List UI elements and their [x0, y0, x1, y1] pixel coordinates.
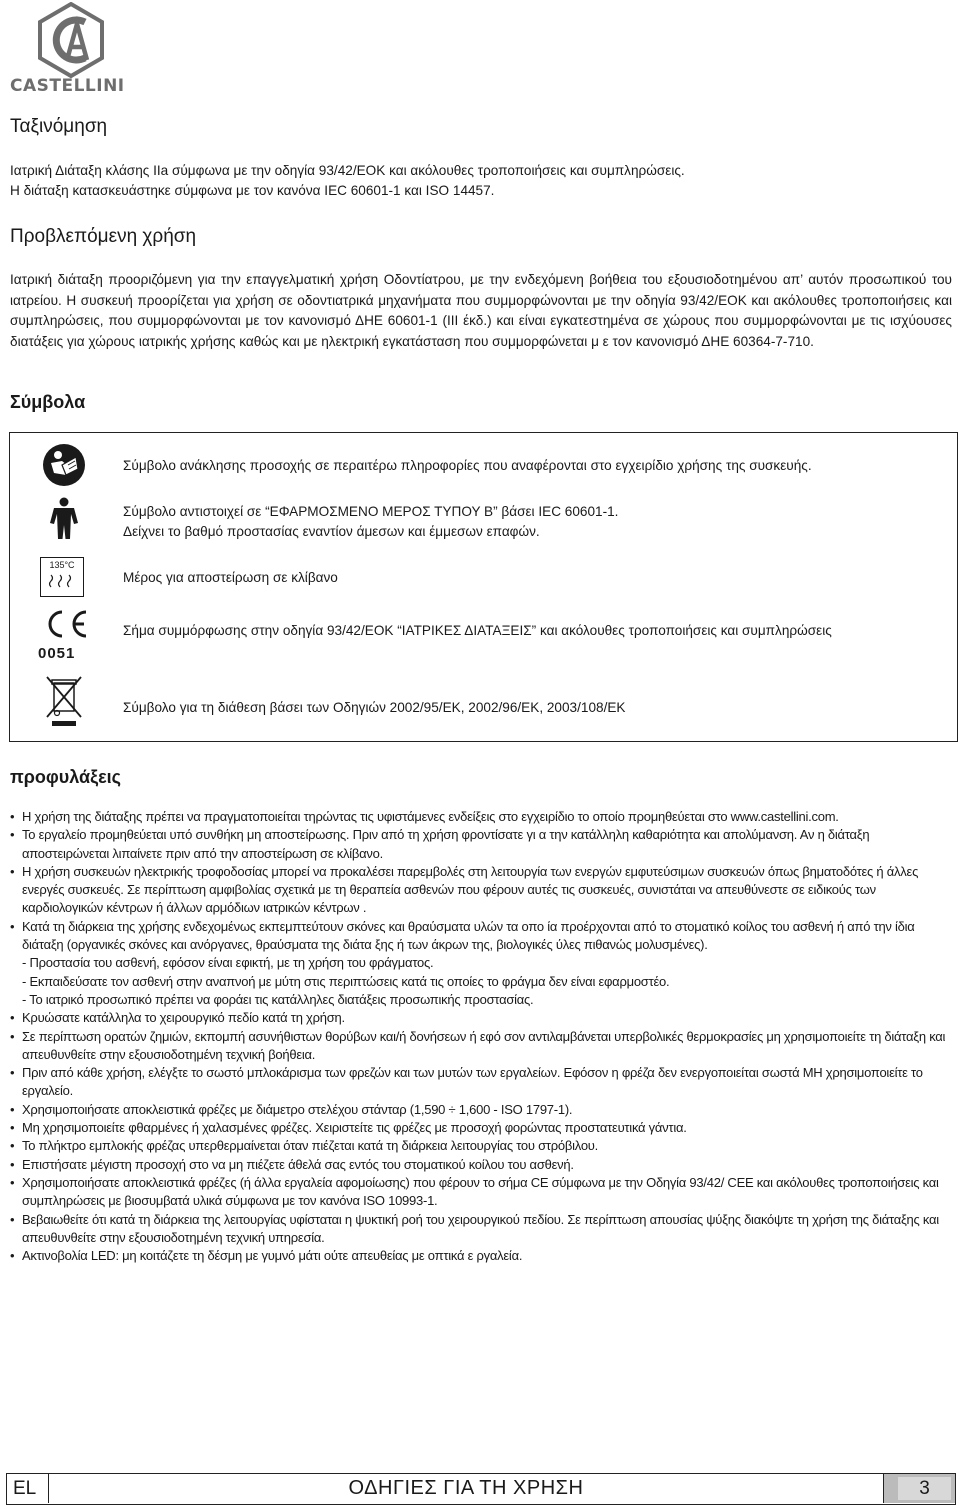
weee-bin-icon — [44, 675, 84, 727]
precautions-list — [10, 808, 958, 1265]
symbol-description: Σύμβολο αντιστοιχεί σε “ΕΦΑΡΜΟΣΜΕΝΟ ΜΕΡΟΣ ΤΥΠΟΥ B” βάσει IEC 60601-1. — [123, 504, 619, 519]
list-item: • Βεβαιωθείτε ότι κατά τη διάρκεια της λειτουργίας υφίσταται η ψυκτική ροή του χειρουργικού πεδίου. Σε περίπτωση απουσίας ψύξης διακόψτε τη χρήση της διάταξης και απευθυνθείτε στην εξουσιοδοτημένη τεχνική υπηρεσία. — [10, 1211, 958, 1248]
intended-use-text: Ιατρική διάταξη προοριζόμενη για την επαγγελματική χρήση Οδοντίατρου, με την ενδεχόμενη βοήθεια του εξουσιοδοτημένου απ’ αυτόν προσωπικού του ιατρείου. Η συσκευή προορίζεται για χρήση σε οδοντιατρικά μηχανήματα που συμμορφώνονται με την οδηγία 93/42/ΕΟΚ και ακόλουθες τροποποιήσεις και συμπληρώσεις, που συμμορφώνονται με τον κανονισμό ΔΗΕ 60601-1 (III έκδ.) και είναι εγκατεστημένα σε χώρους που συμμορφώνονται με τις ισχύουσες διατάξεις για χώρους ιατρικής χρήσης καθώς και με ηλεκτρική εγκατάσταση που συμμορφώνεται μ ε τον κανονισμό ΔΗΕ 60364-7-710. — [10, 272, 952, 349]
symbol-description: Σήμα συμμόρφωσης στην οδηγία 93/42/ΕΟΚ “ΙΑΤΡΙΚΕΣ ΔΙΑΤΑΞΕΙΣ” και ακόλουθες τροποποιήσεις και συμπληρώσεις — [123, 623, 832, 638]
list-item: • Το πλήκτρο εμπλοκής φρέζας υπερθερμαίνεται όταν πιέζεται κατά τη διάρκεια λειτουργίας του στρόβιλου. — [10, 1137, 958, 1155]
list-item: • Πριν από κάθε χρήση, ελέγξτε το σωστό μπλοκάρισμα των φρεζών και των μυτών των εργαλείων. Εφόσον η φρέζα δεν ενεργοποιείται σωστά ΜΗ χρησιμοποιείτε το εργαλείο. — [10, 1064, 958, 1101]
precautions-heading: προφυλάξεις — [10, 767, 122, 787]
symbol-description: Σύμβολο για τη διάθεση βάσει των Οδηγιών 2002/95/ΕΚ, 2002/96/ΕΚ, 2003/108/ΕΚ — [123, 700, 626, 715]
classification-line-1: Ιατρική Διάταξη κλάσης IIa σύμφωνα με την οδηγία 93/42/ΕΟΚ και ακόλουθες τροποποιήσεις και συμπληρώσεις. — [10, 163, 685, 178]
list-item: • Ακτινοβολία LED: μη κοιτάζετε τη δέσμη με γυμνό μάτι ούτε απευθείας με οπτικά ε ργαλεία. — [10, 1247, 958, 1265]
intended-use-heading: Προβλεπόμενη χρήση — [10, 226, 197, 247]
list-item: • Σε περίπτωση ορατών ζημιών, εκπομπή ασυνήθιστων θορύβων και/ή δονήσεων ή εφό σον αντιλαμβάνεται υπερβολικές θερμοκρασίες μη χρησιμοποιείτε τη διάταξη και απευθυνθείτε στην εξουσιοδοτημένη τεχνική βοήθεια. — [10, 1028, 958, 1065]
list-item: • Κατά τη διάρκεια της χρήσης ενδεχομένως εκπεμπτεύτουν σκόνες και θραύσματα υλών τα οπο ία προέρχονται από το στοματικό κοίλος του ασθενή ή από την ίδια διάταξη (οργανικές σκόνες και ανόργανες, θραύσματα της διάτα ξης ή των άκρων της, βιολογικές ύλες πιθανώς μολυσμένες). - Προστασία του ασθενή, εφόσον είναι εφικτή, με τη χρήση του φράγματος. - Εκπαιδεύσατε τον ασθενή στην αναπνοή με μύτη στις περιπτώσεις κατά τις οποίες το φράγμα δεν είναι εφαρμοστέο. - Το ιατρικό προσωπικό πρέπει να φοράει τις κατάλληλες διατάξεις προσωπικής προστασίας. — [10, 918, 958, 1009]
footer-page-box — [883, 1474, 955, 1503]
symbol-description: Σύμβολο ανάκλησης προσοχής σε περαιτέρω πληροφορίες που αναφέρονται στο εγχειρίδιο χρήσης της συσκευής. — [123, 458, 812, 473]
symbol-description-2: Δείχνει το βαθμό προστασίας εναντίον άμεσων και έμμεσων επαφών. — [123, 524, 540, 539]
page-footer — [6, 1473, 956, 1505]
list-item: • Μη χρησιμοποιείτε φθαρμένες ή χαλασμένες φρέζες. Χειριστείτε τις φρέζες με προσοχή φορώντας προστατευτικά γάντια. — [10, 1119, 958, 1137]
list-item: • Η χρήση της διάταξης πρέπει να πραγματοποιείται τηρώντας τις υφιστάμενες ενδείξεις στο εγχειρίδιο το οποίο προμηθεύεται στο www.castellini.com. — [10, 808, 958, 826]
footer-title: ΟΔΗΓΙΕΣ ΓΙΑ ΤΗ ΧΡΗΣΗ — [348, 1477, 584, 1499]
list-subitem: - Προστασία του ασθενή, εφόσον είναι εφικτή, με τη χρήση του φράγματος. — [22, 955, 434, 971]
notified-body-number: 0051 — [38, 645, 76, 662]
list-item: • Το εργαλείο προμηθεύεται υπό συνθήκη μη αποστείρωσης. Πριν από τη χρήση φροντίσατε γι α την κατάλληλη καθαριότητα και απολύμανση. Αν η διάταξη αποστειρώνεται λιπαίνετε πριν από την αποστείρωση σε κλίβανο. — [10, 826, 958, 863]
list-item: • Χρησιμοποιήσατε αποκλειστικά φρέζες (ή άλλα εργαλεία αφομοίωσης) που φέρουν το σήμα CE σύμφωνα με την Οδηγία 93/42/ CEE και ακόλουθες τροποποιήσεις και συμπληρώσεις με βιοσυμβατά υλικά σύμφωνα με τον κανόνα ISO 10993-1. — [10, 1174, 958, 1211]
ce-letters-icon — [42, 609, 92, 639]
logo-wordmark: CASTELLINI — [10, 76, 125, 96]
list-subitem: - Εκπαιδεύσατε τον ασθενή στην αναπνοή με μύτη στις περιπτώσεις κατά τις οποίες το φράγμα δεν είναι εφαρμοστέο. — [22, 973, 670, 989]
autoclave-temperature-label: 135°C — [49, 560, 75, 570]
list-item: • Χρησιμοποιήσατε αποκλειστικά φρέζες με διάμετρο στελέχου στάνταρ (1,590 ÷ 1,600 - ISO 1797-1). — [10, 1101, 958, 1119]
list-subitem: - Το ιατρικό προσωπικό πρέπει να φοράει τις κατάλληλες διατάξεις προσωπικής προστασίας. — [22, 991, 534, 1007]
read-manual-icon — [42, 443, 86, 487]
classification-line-2: Η διάταξη κατασκευάστηκε σύμφωνα με τον κανόνα IEC 60601-1 και ISO 14457. — [10, 183, 495, 198]
footer-language: EL — [7, 1474, 49, 1503]
autoclave-icon — [40, 557, 84, 597]
page-number: 3 — [898, 1477, 951, 1500]
ce-mark-icon — [38, 609, 94, 663]
symbols-table — [9, 432, 958, 742]
symbols-heading: Σύμβολα — [10, 392, 86, 412]
list-item: • Επιστήσατε μέγιστη προσοχή στο να μη πιέζετε άθελά σας εντός του στοματικού κοίλου του ασθενή. — [10, 1156, 958, 1174]
symbol-description: Μέρος για αποστείρωση σε κλίβανο — [123, 570, 338, 585]
list-item: • Η χρήση συσκευών ηλεκτρικής τροφοδοσίας μπορεί να προκαλέσει παρεμβολές στη λειτουργία των ενεργών εμφυτεύσιμων συσκευών όπως βηματοδότες ή άλλες ενεργές συσκευές. Σε περίπτωση αμφιβολίας σχετικά με τη θεραπεία ασθενών που φέρουν αυτές τις συσκευές, συνιστάται να απευθύνεστε σε ειδικούς των καρδιολογικών κέντρων ή άλλων αρμόδιων ιατρικών κέντρων . — [10, 863, 958, 918]
classification-heading: Ταξινόμηση — [10, 116, 108, 137]
steam-waves-icon — [41, 571, 81, 593]
list-item: • Κρυώσατε κατάλληλα το χειρουργικό πεδίο κατά τη χρήση. — [10, 1009, 958, 1027]
type-b-person-icon — [48, 497, 80, 541]
